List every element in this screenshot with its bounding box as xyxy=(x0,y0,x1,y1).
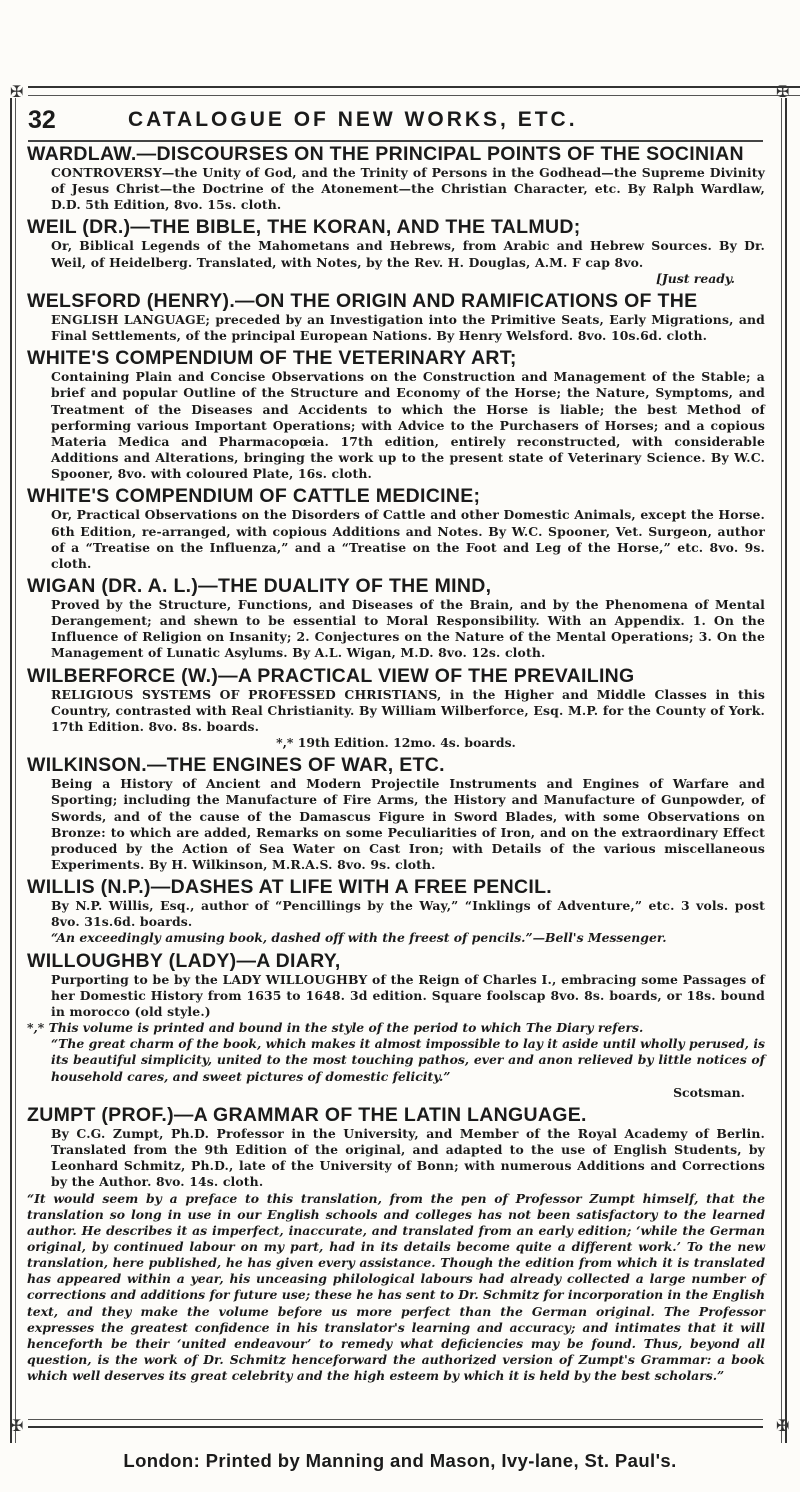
entry-description: Purporting to be by the LADY WILLOUGHBY of the Reign of Charles I., embracing some Passages of her Domestic History from 1635 to 1648. 3d edition. Square foolscap 8vo. 8s. boards, or 18s. bound in morocco (old style.) xyxy=(51,971,765,1019)
catalogue-entry xyxy=(27,348,765,482)
catalogue-entry xyxy=(27,291,765,344)
review-quote: “The great charm of the book, which makes it almost impossible to lay it aside until wholly perused, is its beautiful simplicity, united to the most touching pathos, ever and anon relieved by little notices of household cares, and sweet pictures of domestic felicity.” xyxy=(51,1036,765,1084)
entry-heading: WARDLAW.—DISCOURSES ON THE PRINCIPAL POINTS OF THE SOCINIAN xyxy=(27,143,744,165)
page-number: 32 xyxy=(28,106,56,134)
running-title: CATALOGUE OF NEW WORKS, ETC. xyxy=(128,108,578,131)
entry-description: ENGLISH LANGUAGE; preceded by an Investigation into the Primitive Seats, Early Migrations, and Final Settlements, of the principal European Nations. By Henry Welsford. 8vo. 10s.6d. cloth. xyxy=(51,311,765,344)
entry-description: RELIGIOUS SYSTEMS OF PROFESSED CHRISTIANS, in the Higher and Middle Classes in this Country, contrasted with Real Christianity. By William Wilberforce, Esq. M.P. for the County of York. 17th Edition. 8vo. 8s. boards. xyxy=(51,686,765,734)
header-rule xyxy=(28,140,763,142)
catalogue-entry xyxy=(27,951,765,1101)
entry-description: Or, Practical Observations on the Disorders of Cattle and other Domestic Animals, except the Horse. 6th Edition, re-arranged, with copious Additions and Notes. By W.C. Spooner, Vet. Surgeon, author of a “Treatise on the Influenza,” and a “Treatise on the Foot and Leg of the Horse,” etc. 8vo. 9s. cloth. xyxy=(51,507,765,571)
catalogue-entry xyxy=(27,217,765,286)
entry-description: Being a History of Ancient and Modern Projectile Instruments and Engines of Warfare and Sporting; including the Manufacture of Fire Arms, the History and Manufacture of Gunpowder, of Swords, and of the cause of the Damascus Figure in Sword Blades, with some Observations on Bronze: to which are added, Remarks on some Peculiarities of Iron, and on the extraordinary Effect produced by the Action of Sea Water on Cast Iron; with Details of the various miscellaneous Experiments. By H. Wilkinson, M.R.A.S. 8vo. 9s. cloth. xyxy=(51,776,765,872)
entry-description: By N.P. Willis, Esq., author of “Pencillings by the Way,” “Inklings of Adventure,” etc. 3 vols. post 8vo. 31s.6d. boards. xyxy=(51,898,765,930)
entry-description: Proved by the Structure, Functions, and Diseases of the Brain, and by the Phenomena of Mental Derangement; and shewn to be essential to Moral Responsibility. With an Appendix. 1. On the Influence of Religion on Insanity; 2. Conjectures on the Nature of the Mental Operations; 3. On the Management of Lunatic Asylums. By A.L. Wigan, M.D. 8vo. 12s. cloth. xyxy=(51,596,765,661)
review-quote: “It would seem by a preface to this translation, from the pen of Professor Zumpt himself, that the translation so long in use in our English schools and colleges has not been satisfactory to the learned author. He describes it as imperfect, inaccurate, and translated from an early edition; ‘while the German original, by continued labour on my part, had in its details become quite a different work.’ To the new translation, here published, he has given every assistance. Though the edition from which it is translated has appeared within a year, his unceasing philological labours had already collected a large number of corrections and additions for future use; these he has sent to Dr. Schmitz for incorporation in the English text, and they make the volume before us more perfect than the German original. The Professor expresses the greatest confidence in his translator's learning and accuracy; and intimates that it will henceforth be their ‘united endeavour’ to remedy what deficiencies may be found. Thus, beyond all question, is the work of Dr. Schmitz henceforward the authorized version of Zumpt's Grammar: a book which well deserves its great celebrity and the high esteem by which it is held by the best scholars.” xyxy=(27,1190,765,1384)
entry-edition-note: *,* 19th Edition. 12mo. 4s. boards. xyxy=(276,735,516,751)
corner-ornament-icon: ✠ xyxy=(776,82,790,101)
top-border-rule xyxy=(28,86,800,96)
catalogue-entry xyxy=(27,144,765,213)
right-border-rule xyxy=(781,98,787,1443)
catalogue-content xyxy=(27,144,765,1388)
catalogue-entry xyxy=(27,1105,765,1385)
entry-heading: WILLOUGHBY (LADY)—A DIARY, xyxy=(27,949,341,972)
entry-heading: WIGAN (DR. A. L.)—THE DUALITY OF THE MIND, xyxy=(27,574,492,597)
catalogue-entry xyxy=(27,755,765,873)
catalogue-entry xyxy=(27,486,765,572)
printer-imprint: London: Printed by Manning and Mason, Ivy-lane, St. Paul's. xyxy=(123,1450,677,1471)
entry-heading: WHITE'S COMPENDIUM OF THE VETERINARY ART; xyxy=(27,347,517,370)
quote-source: Scotsman. xyxy=(673,1084,745,1100)
left-border-rule xyxy=(10,98,16,1443)
entry-heading: WILBERFORCE (W.)—A PRACTICAL VIEW OF THE PREVAILING xyxy=(27,664,635,687)
bottom-border-rule xyxy=(28,1419,763,1428)
catalogue-entry xyxy=(27,877,765,946)
entry-heading: WEIL (DR.)—THE BIBLE, THE KORAN, AND THE TALMUD; xyxy=(27,216,581,239)
catalogue-entry xyxy=(27,666,765,752)
review-quote: “An exceedingly amusing book, dashed off with the freest of pencils.”—Bell's Messenger. xyxy=(51,930,667,946)
corner-ornament-icon: ✠ xyxy=(10,1416,24,1435)
entry-description: By C.G. Zumpt, Ph.D. Professor in the University, and Member of the Royal Academy of Berlin. Translated from the 9th Edition of the original, and adapted to the use of English Students, by Leonhard Schmitz, Ph.D., late of the University of Bonn; with numerous Additions and Corrections by the Author. 8vo. 14s. cloth. xyxy=(51,1125,765,1190)
entry-heading: WILKINSON.—THE ENGINES OF WAR, ETC. xyxy=(27,754,445,777)
entry-description: CONTROVERSY—the Unity of God, and the Trinity of Persons in the Godhead—the Supreme Divinity of Jesus Christ—the Doctrine of the Atonement—the Christian Character, etc. By Ralph Wardlaw, D.D. 5th Edition, 8vo. 15s. cloth. xyxy=(51,165,765,213)
page-header xyxy=(28,106,763,136)
entry-heading: ZUMPT (PROF.)—A GRAMMAR OF THE LATIN LANGUAGE. xyxy=(27,1103,587,1126)
entry-description: Or, Biblical Legends of the Mahometans and Hebrews, from Arabic and Hebrew Sources. By Dr. Weil, of Heidelberg. Translated, with Notes, by the Rev. H. Douglas, A.M. F cap 8vo. xyxy=(51,238,765,270)
catalogue-entry xyxy=(27,576,765,662)
entry-heading: WILLIS (N.P.)—DASHES AT LIFE WITH A FREE PENCIL. xyxy=(27,876,553,899)
edition-note: *,* This volume is printed and bound in the style of the period to which The Diary refers. xyxy=(27,1020,644,1036)
corner-ornament-icon: ✠ xyxy=(10,82,24,101)
entry-note: [Just ready. xyxy=(656,270,735,286)
entry-description: Containing Plain and Concise Observations on the Construction and Management of the Stable; a brief and popular Outline of the Structure and Economy of the Horse; the Nature, Symptoms, and Treatment of the Diseases and Accidents to which the Horse is liable; the best Method of performing various Important Operations; with Advice to the Purchasers of Horses; and a copious Materia Medica and Pharmacopœia. 17th edition, entirely reconstructed, with considerable Additions and Alterations, bringing the work up to the present state of Veterinary Science. By W.C. Spooner, 8vo. with coloured Plate, 16s. cloth. xyxy=(51,369,765,482)
corner-ornament-icon: ✠ xyxy=(776,1416,790,1435)
entry-heading: WELSFORD (HENRY).—ON THE ORIGIN AND RAMIFICATIONS OF THE xyxy=(27,289,698,312)
entry-heading: WHITE'S COMPENDIUM OF CATTLE MEDICINE; xyxy=(27,485,481,508)
